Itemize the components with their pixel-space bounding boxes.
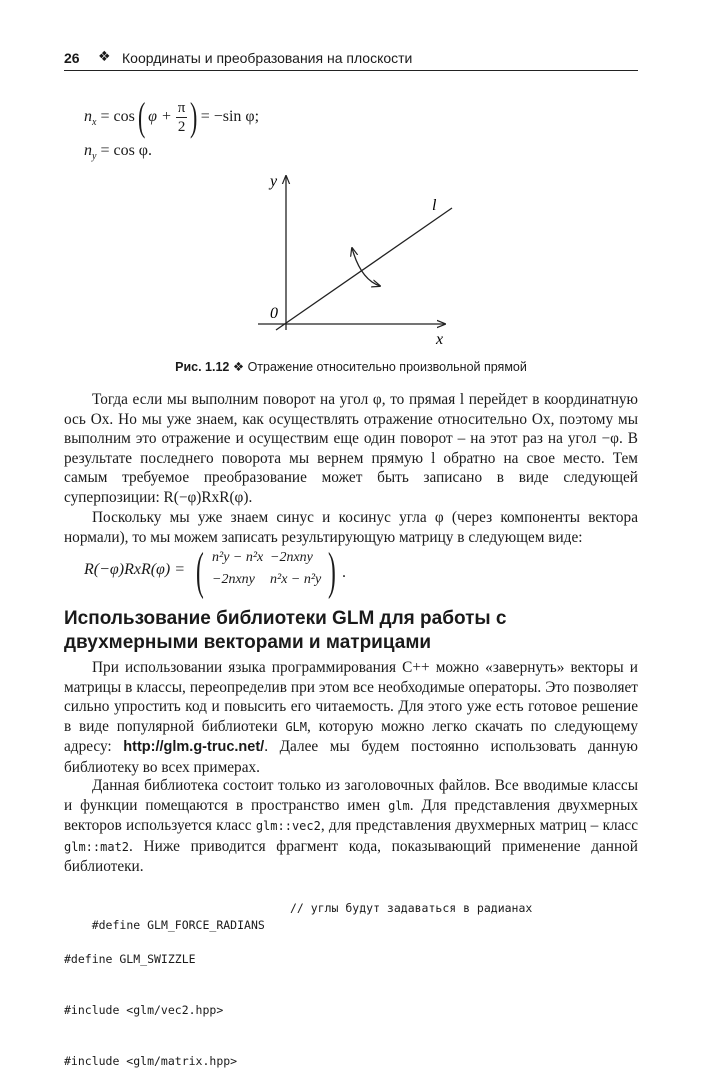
code-block [64, 866, 533, 1087]
figure-caption: Рис. 1.12 ❖ Отражение относительно произвольной прямой [175, 360, 527, 374]
header-rule [64, 70, 638, 71]
page-number: 26 [64, 50, 80, 66]
glm-url-link[interactable]: http://glm.g-truc.net/ [123, 739, 265, 756]
diamond-icon: ❖ [98, 48, 111, 64]
section-heading: Использование библиотеки GLM для работы с двухмерными векторами и матрицами [64, 608, 507, 653]
reflection-figure [240, 170, 470, 345]
diamond-icon: ❖ [232, 360, 245, 374]
line-l-label: l [432, 197, 437, 214]
paragraph-2: Поскольку мы уже знаем синус и косинус угла φ (через компоненты вектора нормали), то мы можем записать результирующую матрицу в следующем виде: [64, 509, 638, 546]
axis-x-label: x [436, 331, 444, 345]
axis-y-label: y [270, 173, 278, 190]
code-line: #define GLM_FORCE_RADIANS [91, 918, 265, 932]
paragraph-3: При использовании языка программирования C++ можно «завернуть» векторы и матрицы в классы, переопределив при этом все необходимые операторы. Это позволяет сильно упростить код и повысить его читаемость. Для этого уже есть готовое решение в виде популярной библиотеки GLM, которую можно легко скачать по следующему адресу: http://glm.g-truc.net/. Далее мы будем постоянно использовать данную библиотеку во всех примерах. [64, 659, 638, 776]
code-line: #define GLM_SWIZZLE [64, 952, 196, 966]
code-comment: // углы будут задаваться в радианах [290, 901, 533, 915]
origin-label: 0 [270, 305, 278, 322]
code-line: #include <glm/matrix.hpp> [64, 1054, 238, 1068]
formula-ny: $n_y = \cos \varphi$. [84, 142, 153, 162]
formula-nx: $n_x = \cos$( φ + $\frac{\pi}{2}$ ) = −sin φ; [84, 94, 260, 140]
running-header [64, 46, 638, 70]
paragraph-1: Тогда если мы выполним поворот на угол φ, то прямая l перейдет в координатную ось Ox. Но мы уже знаем, как осуществлять отражение относительно Ox, поэтому мы выполним это отражение и осуществим еще один поворот – на этот раз на угол −φ. В результате последнего поворота мы вернем прямую l обратно на свое место. Тем самым требуемое преобразование может быть записано в виде следующей суперпозиции: R(−φ)RxR(φ). [64, 391, 638, 506]
code-line: #include <glm/vec2.hpp> [64, 1003, 224, 1017]
paragraph-4: Данная библиотека состоит только из заголовочных файлов. Все вводимые классы и функции помещаются в пространство имен glm. Для представления двухмерных векторов используется класс glm::vec2, для представления двухмерных матриц – класс glm::mat2. Ниже приводится фрагмент кода, показывающий применение данной библиотеки. [64, 777, 639, 876]
line-l [276, 208, 452, 330]
chapter-title: Координаты и преобразования на плоскости [122, 50, 413, 66]
